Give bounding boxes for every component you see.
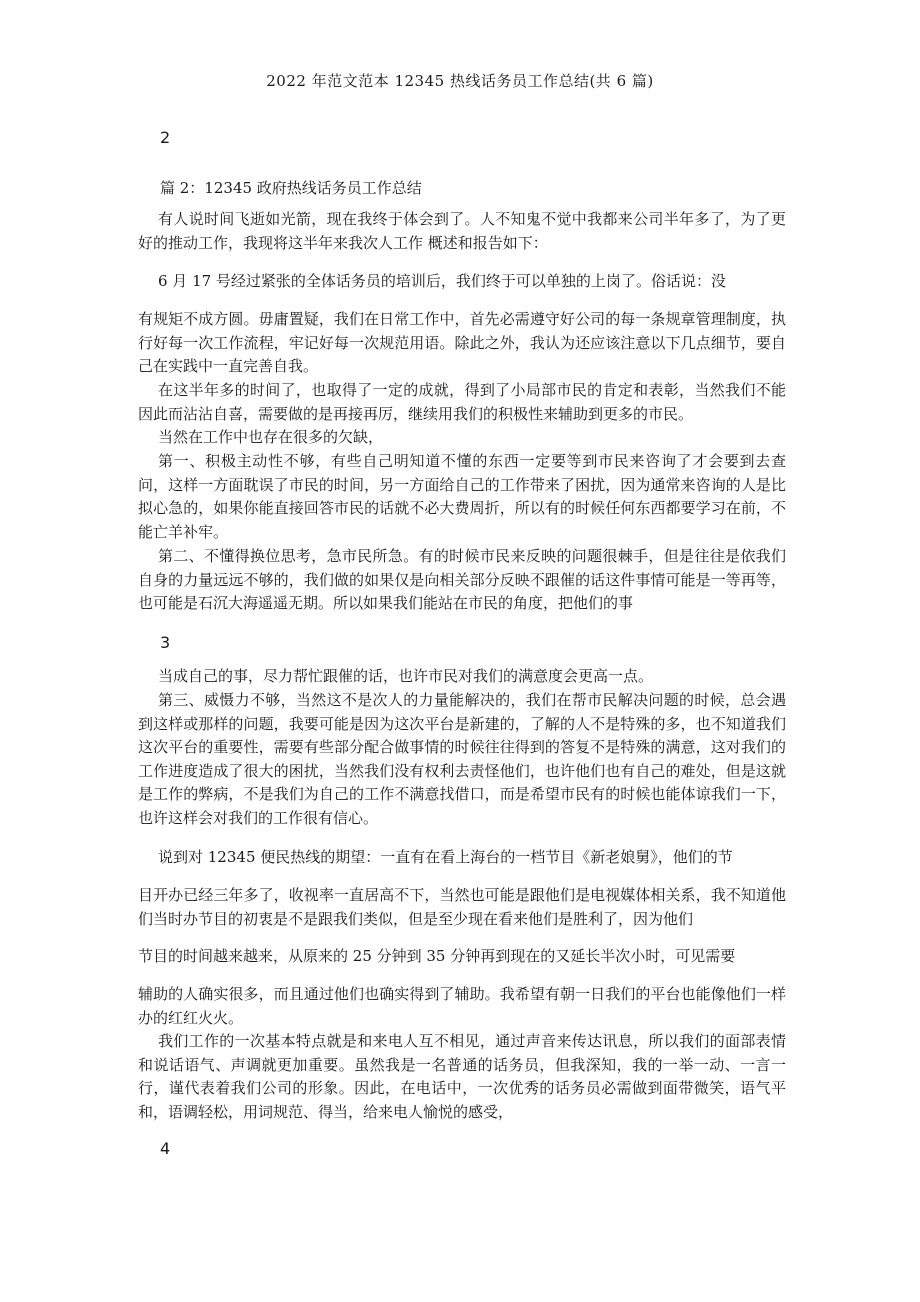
paragraph: 有人说时间飞逝如光箭，现在我终于体会到了。人不知鬼不觉中我都来公司半年多了，为了更好的推动工作，我现将这半年来我次人工作 概述和报告如下：	[138, 210, 786, 252]
paragraph: 第二、不懂得换位思考，急市民所急。有的时候市民来反映的问题很棘手，但是往往是依我们自身的力量远远不够的，我们做的如果仅是向相关部分反映不跟催的话这件事情可能是一等再等，也可能是石沉大海遥遥无期。所以如果我们能站在市民的角度，把他们的事	[138, 547, 786, 612]
paragraph: 当然在工作中也存在很多的欠缺，	[158, 428, 384, 446]
page-number: 2	[160, 128, 171, 147]
paragraph: 说到对 12345 便民热线的期望：一直有在看上海台的一档节目《新老娘舅》，他们的节	[158, 848, 733, 866]
paragraph: 有规矩不成方圆。毋庸置疑，我们在日常工作中，首先必需遵守好公司的每一条规章管理制度，执行好每一次工作流程，牢记好每一次规范用语。除此之外，我认为还应该注意以下几点细节，要自己在实践中一直完善自我。	[138, 310, 786, 375]
paragraph: 第一、积极主动性不够，有些自己明知道不懂的东西一定要等到市民来咨询了才会要到去查问，这样一方面耽误了市民的时间，另一方面给自己的工作带来了困扰，因为通常来咨询的人是比拟心急的，如果你能直接回答市民的话就不必大费周折，所以有的时候任何东西都要学习在前，不能亡羊补牢。	[138, 452, 786, 541]
document-title: 2022 年范文范本 12345 热线话务员工作总结(共 6 篇)	[266, 72, 654, 90]
section-heading: 篇 2：12345 政府热线话务员工作总结	[160, 179, 422, 197]
paragraph: 在这半年多的时间了，也取得了一定的成就，得到了小局部市民的肯定和表彰，当然我们不能因此而沾沾自喜，需要做的是再接再厉，继续用我们的积极性来辅助到更多的市民。	[138, 381, 786, 423]
page-number: 3	[160, 633, 171, 652]
paragraph: 节目的时间越来越来，从原来的 25 分钟到 35 分钟再到现在的又延长半次小时，可见需要	[138, 947, 736, 965]
paragraph: 辅助的人确实很多，而且通过他们也确实得到了辅助。我希望有朝一日我们的平台也能像他们一样办的红红火火。	[138, 985, 786, 1027]
paragraph: 6 月 17 号经过紧张的全体话务员的培训后，我们终于可以单独的上岗了。俗话说：没	[158, 272, 726, 290]
page-number: 4	[160, 1139, 171, 1158]
paragraph: 第三、威慑力不够，当然这不是次人的力量能解决的，我们在帮市民解决问题的时候，总会遇到这样或那样的问题，我要可能是因为这次平台是新建的，了解的人不是特殊的多，也不知道我们这次平台的重要性，需要有些部分配合做事情的时候往往得到的答复不是特殊的满意，这对我们的工作进度造成了很大的困扰，当然我们没有权利去责怪他们，也许他们也有自己的难处，但是这就是工作的弊病，不是我们为自己的工作不满意找借口，而是希望市民有的时候也能体谅我们一下，也许这样会对我们的工作很有信心。	[138, 691, 786, 827]
paragraph: 目开办已经三年多了，收视率一直居高不下，当然也可能是跟他们是电视媒体相关系，我不知道他们当时办节目的初衷是不是跟我们类似，但是至少现在看来他们是胜利了，因为他们	[138, 886, 786, 928]
paragraph: 当成自己的事，尽力帮忙跟催的话，也许市民对我们的满意度会更高一点。	[158, 667, 654, 685]
paragraph: 我们工作的一次基本特点就是和来电人互不相见，通过声音来传达讯息，所以我们的面部表情和说话语气、声调就更加重要。虽然我是一名普通的话务员，但我深知，我的一举一动、一言一行，谨代表着我们公司的形象。因此，在电话中，一次优秀的话务员必需做到面带微笑，语气平和，语调轻松，用词规范、得当，给来电人愉悦的感受，	[138, 1032, 786, 1121]
